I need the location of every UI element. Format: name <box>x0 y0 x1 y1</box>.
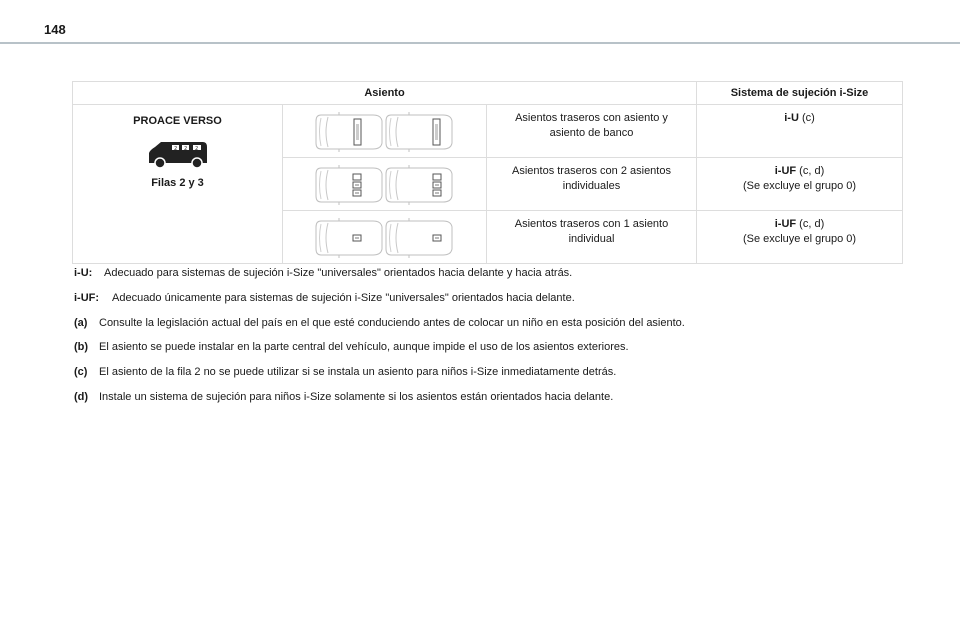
footnote-key: (c) <box>74 366 88 379</box>
footnote <box>74 266 914 291</box>
header-divider <box>0 42 960 44</box>
van-icon <box>147 141 209 169</box>
seat-diagram-two-individual <box>283 158 487 211</box>
footnote-text: El asiento de la fila 2 no se puede utilizar si se instala un asiento para niños i-Size inmediatamente detrás. <box>99 366 617 379</box>
seating-table <box>72 81 903 264</box>
row-3-extra: (Se excluye el grupo 0) <box>742 233 857 245</box>
row-1-system <box>697 105 903 158</box>
system-header: Sistema de sujeción i-Size <box>697 82 903 105</box>
footnote-text: Adecuado para sistemas de sujeción i-Size "universales" orientados hacia delante y hacia atrás. <box>104 267 573 279</box>
footnote <box>74 291 914 316</box>
row-3-system <box>697 211 903 264</box>
row-1-description: Asientos traseros con asiento y asiento de banco <box>487 105 697 158</box>
row-1-code: i-U <box>784 112 799 124</box>
footnote-key: i-U: <box>74 267 93 279</box>
row-2-system <box>697 158 903 211</box>
vehicle-model: PROACE VERSO <box>133 115 222 127</box>
footnote <box>74 390 914 415</box>
row-2-description: Asientos traseros con 2 asientos individuales <box>487 158 697 211</box>
footnote-text: Adecuado únicamente para sistemas de sujeción i-Size "universales" orientados hacia delante. <box>112 291 575 304</box>
row-3-code: i-UF <box>774 218 797 230</box>
vehicle-cell <box>73 105 283 264</box>
row-2-notes: (c, d) <box>796 165 825 177</box>
row-2-extra: (Se excluye el grupo 0) <box>742 180 857 192</box>
footnote-text: Instale un sistema de sujeción para niños i-Size solamente si los asientos están orientados hacia delante. <box>99 390 614 403</box>
seat-diagram-one-individual <box>283 211 487 264</box>
seat-header: Asiento <box>73 82 697 105</box>
footnote-text: Consulte la legislación actual del país en el que esté conduciendo antes de colocar un niño en esta posición del asiento. <box>99 316 685 329</box>
svg-text:2: 2 <box>194 146 198 152</box>
footnote <box>74 365 914 390</box>
svg-text:2: 2 <box>183 146 187 152</box>
svg-text:2: 2 <box>173 146 177 152</box>
row-3-description: Asientos traseros con 1 asiento individual <box>487 211 697 264</box>
rows-label: Filas 2 y 3 <box>151 177 204 189</box>
footnote-key: (d) <box>74 390 89 403</box>
footnote-text: El asiento se puede instalar en la parte central del vehículo, aunque impide el uso de los asientos exteriores. <box>99 341 629 354</box>
page-number: 148 <box>44 22 66 37</box>
row-3-notes: (c, d) <box>796 218 825 230</box>
footnote <box>74 316 914 341</box>
footnotes <box>74 266 914 415</box>
row-1-notes: (c) <box>798 112 815 124</box>
footnote <box>74 340 914 365</box>
footnote-key: i-UF: <box>74 291 100 304</box>
row-2-code: i-UF <box>774 165 797 177</box>
seat-diagram-bench <box>283 105 487 158</box>
footnote-key: (b) <box>74 341 89 354</box>
footnote-key: (a) <box>74 316 88 329</box>
